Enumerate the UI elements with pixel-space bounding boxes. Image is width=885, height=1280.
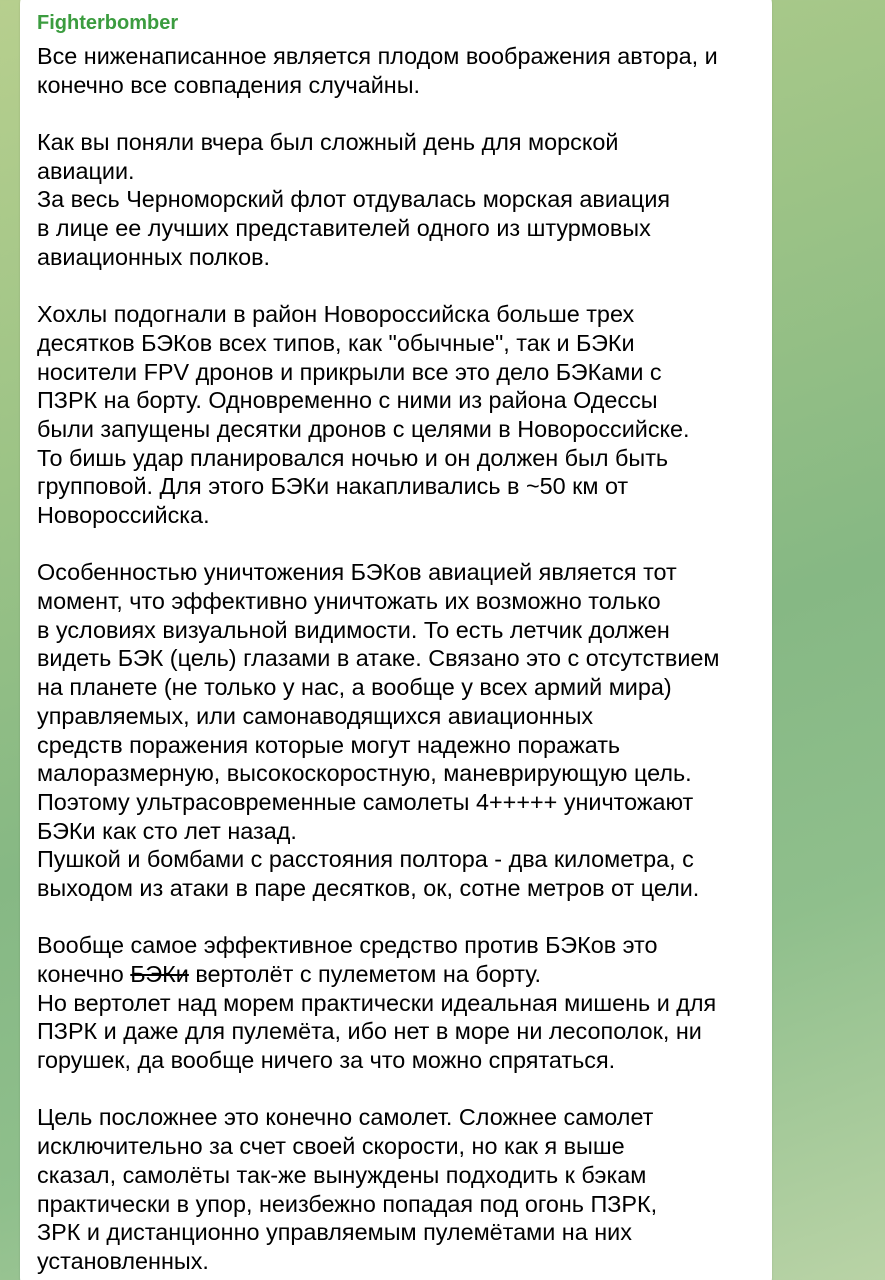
text-line: За весь Черноморский флот отдувалась морская авиация	[37, 186, 671, 213]
text-line: авиации.	[37, 157, 135, 184]
text-line: были запущены десятки дронов с целями в Новороссийске.	[37, 415, 690, 442]
strikethrough-text: БЭКи	[130, 961, 189, 987]
text-line: горушек, да вообще ничего за что можно спрятаться.	[37, 1047, 616, 1074]
text-line: на планете (не только у нас, а вообще у всех армий мира)	[37, 674, 672, 701]
text-line: Все ниженаписанное является плодом воображения автора, и	[37, 43, 718, 69]
text-line: видеть БЭК (цель) глазами в атаке. Связано это с отсутствием	[37, 645, 720, 672]
paragraph-gap	[37, 272, 762, 301]
text-line: Особенностью уничтожения БЭКов авиацией является тот	[37, 559, 677, 586]
text-line: ПЗРК и даже для пулемёта, ибо нет в море ни лесополок, ни	[37, 1018, 702, 1045]
text-line: ПЗРК на борту. Одновременно с ними из района Одессы	[37, 387, 658, 414]
text-line: Как вы поняли вчера был сложный день для морской	[37, 129, 619, 156]
paragraph-gap	[37, 530, 762, 559]
text-line: Новороссийска.	[37, 502, 210, 528]
text-fragment: конечно	[37, 961, 131, 987]
text-line: средств поражения которые могут надежно поражать	[37, 731, 621, 758]
text-line: сказал, самолёты так-же вынуждены подходить к бэкам	[37, 1161, 647, 1188]
paragraph-gap	[37, 903, 762, 932]
text-line: управляемых, или самонаводящихся авиационных	[37, 702, 594, 729]
paragraph-gap	[37, 1075, 762, 1104]
text-fragment: вертолёт с пулеметом на борту.	[188, 961, 542, 987]
text-line: ЗРК и дистанционно управляемым пулемётами на них	[37, 1219, 632, 1246]
text-line: То бишь удар планировался ночью и он должен был быть	[37, 444, 669, 471]
text-line: исключительно за счет своей скорости, но как я выше	[37, 1133, 625, 1160]
text-line: малоразмерную, высокоскоростную, маневрирующую цель.	[37, 760, 692, 787]
text-line: в условиях визуальной видимости. То есть летчик должен	[37, 616, 670, 643]
paragraph-gap	[37, 99, 762, 128]
text-line: авиационных полков.	[37, 243, 271, 270]
text-line: момент, что эффективно уничтожать их возможно только	[37, 588, 661, 615]
text-line: конечно все совпадения случайны.	[37, 71, 421, 98]
text-line: практически в упор, неизбежно попадая под огонь ПЗРК,	[37, 1190, 658, 1217]
text-line: Но вертолет над морем практически идеальная мишень и для	[37, 989, 717, 1016]
text-line: групповой. Для этого БЭКи накапливались в ~50 км от	[37, 473, 629, 500]
text-line: десятков БЭКов всех типов, как "обычные", так и БЭКи	[37, 329, 635, 356]
text-line: носители FPV дронов и прикрыли все это дело БЭКами с	[37, 358, 662, 385]
text-line: Хохлы подогнали в район Новороссийска больше трех	[37, 301, 635, 328]
text-line: установленных.	[37, 1247, 209, 1274]
text-line: Пушкой и бомбами с расстояния полтора - два километра, с	[37, 846, 694, 873]
text-line: Вообще самое эффективное средство против БЭКов это	[37, 932, 658, 959]
text-line: выходом из атаки в паре десятков, ок, сотне метров от цели.	[37, 874, 700, 901]
text-line: Поэтому ультрасовременные самолеты 4+++++ уничтожают	[37, 788, 694, 815]
text-line: в лице ее лучших представителей одного из штурмовых	[37, 215, 651, 242]
text-line: БЭКи как сто лет назад.	[37, 817, 297, 844]
text-line: Цель посложнее это конечно самолет. Сложнее самолет	[37, 1104, 654, 1131]
text-line-with-strikethrough	[37, 960, 762, 989]
sender-name[interactable]: Fighterbomber	[37, 12, 179, 34]
message-text	[37, 42, 762, 1276]
